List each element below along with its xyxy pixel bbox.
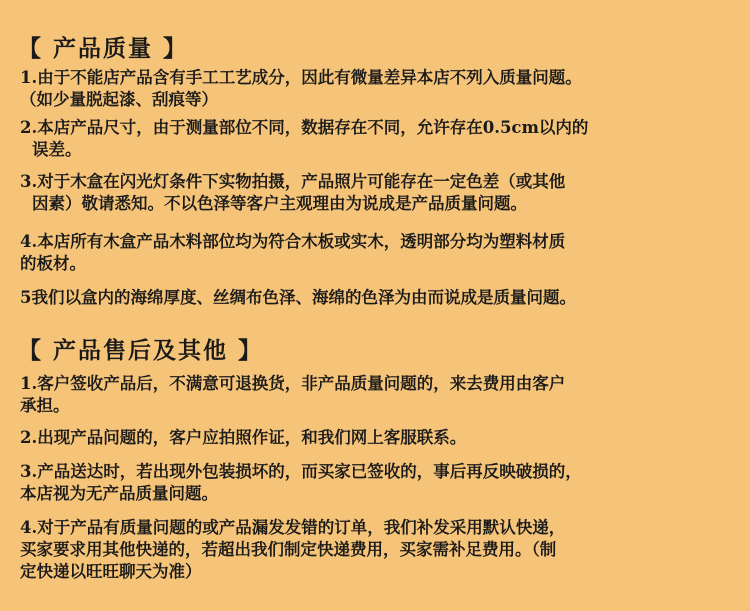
after-sales-item-3-line-2: 本店视为无产品质量问题。 <box>20 484 218 503</box>
quality-item-1-line-2: （如少量脱起漆、刮痕等） <box>20 90 218 109</box>
quality-item-2-line-2: 误差。 <box>32 140 82 159</box>
after-sales-item-1-line-1: 1.客户签收产品后，不满意可退换货，非产品质量问题的，来去费用由客户 <box>20 374 566 393</box>
after-sales-item-4 <box>20 517 736 583</box>
quality-item-5 <box>20 287 736 309</box>
after-sales-item-3 <box>20 461 736 505</box>
section-title-product-quality: 【 产品质量 】 <box>18 36 189 62</box>
after-sales-item-4-line-3: 定快递以旺旺聊天为准） <box>20 562 202 581</box>
quality-item-3-line-1: 3.对于木盒在闪光灯条件下实物拍摄，产品照片可能存在一定色差（或其他 <box>20 172 566 191</box>
quality-item-1 <box>20 67 736 111</box>
after-sales-item-1-line-2: 承担。 <box>20 396 70 415</box>
quality-item-5-line-1: 5我们以盒内的海绵厚度、丝绸布色泽、海绵的色泽为由而说成是质量问题。 <box>20 288 576 307</box>
quality-item-2-line-1: 2.本店产品尺寸，由于测量部位不同，数据存在不同，允许存在0.5cm以内的 <box>20 118 589 137</box>
quality-item-3 <box>20 171 736 215</box>
section-title-after-sales: 【 产品售后及其他 】 <box>18 338 264 364</box>
after-sales-item-1 <box>20 373 736 417</box>
quality-item-3-line-2: 因素）敬请悉知。不以色泽等客户主观理由为说成是产品质量问题。 <box>32 194 527 213</box>
quality-item-2 <box>20 117 736 161</box>
after-sales-item-2 <box>20 427 736 449</box>
after-sales-item-3-line-1: 3.产品送达时，若出现外包装损坏的，而买家已签收的，事后再反映破损的， <box>20 462 582 481</box>
quality-item-4-line-1: 4.本店所有木盒产品木料部位均为符合木板或实木，透明部分均为塑料材质 <box>20 232 566 251</box>
after-sales-item-2-line-1: 2.出现产品问题的，客户应拍照作证，和我们网上客服联系。 <box>20 428 467 447</box>
quality-item-1-line-1: 1.由于不能店产品含有手工工艺成分，因此有微量差异本店不列入质量问题。 <box>20 68 582 87</box>
quality-item-4 <box>20 231 736 275</box>
after-sales-item-4-line-1: 4.对于产品有质量问题的或产品漏发发错的订单，我们补发采用默认快递， <box>20 518 566 537</box>
quality-item-4-line-2: 的板材。 <box>20 254 86 273</box>
after-sales-item-4-line-2: 买家要求用其他快递的，若超出我们制定快递费用，买家需补足费用。（制 <box>20 540 557 559</box>
